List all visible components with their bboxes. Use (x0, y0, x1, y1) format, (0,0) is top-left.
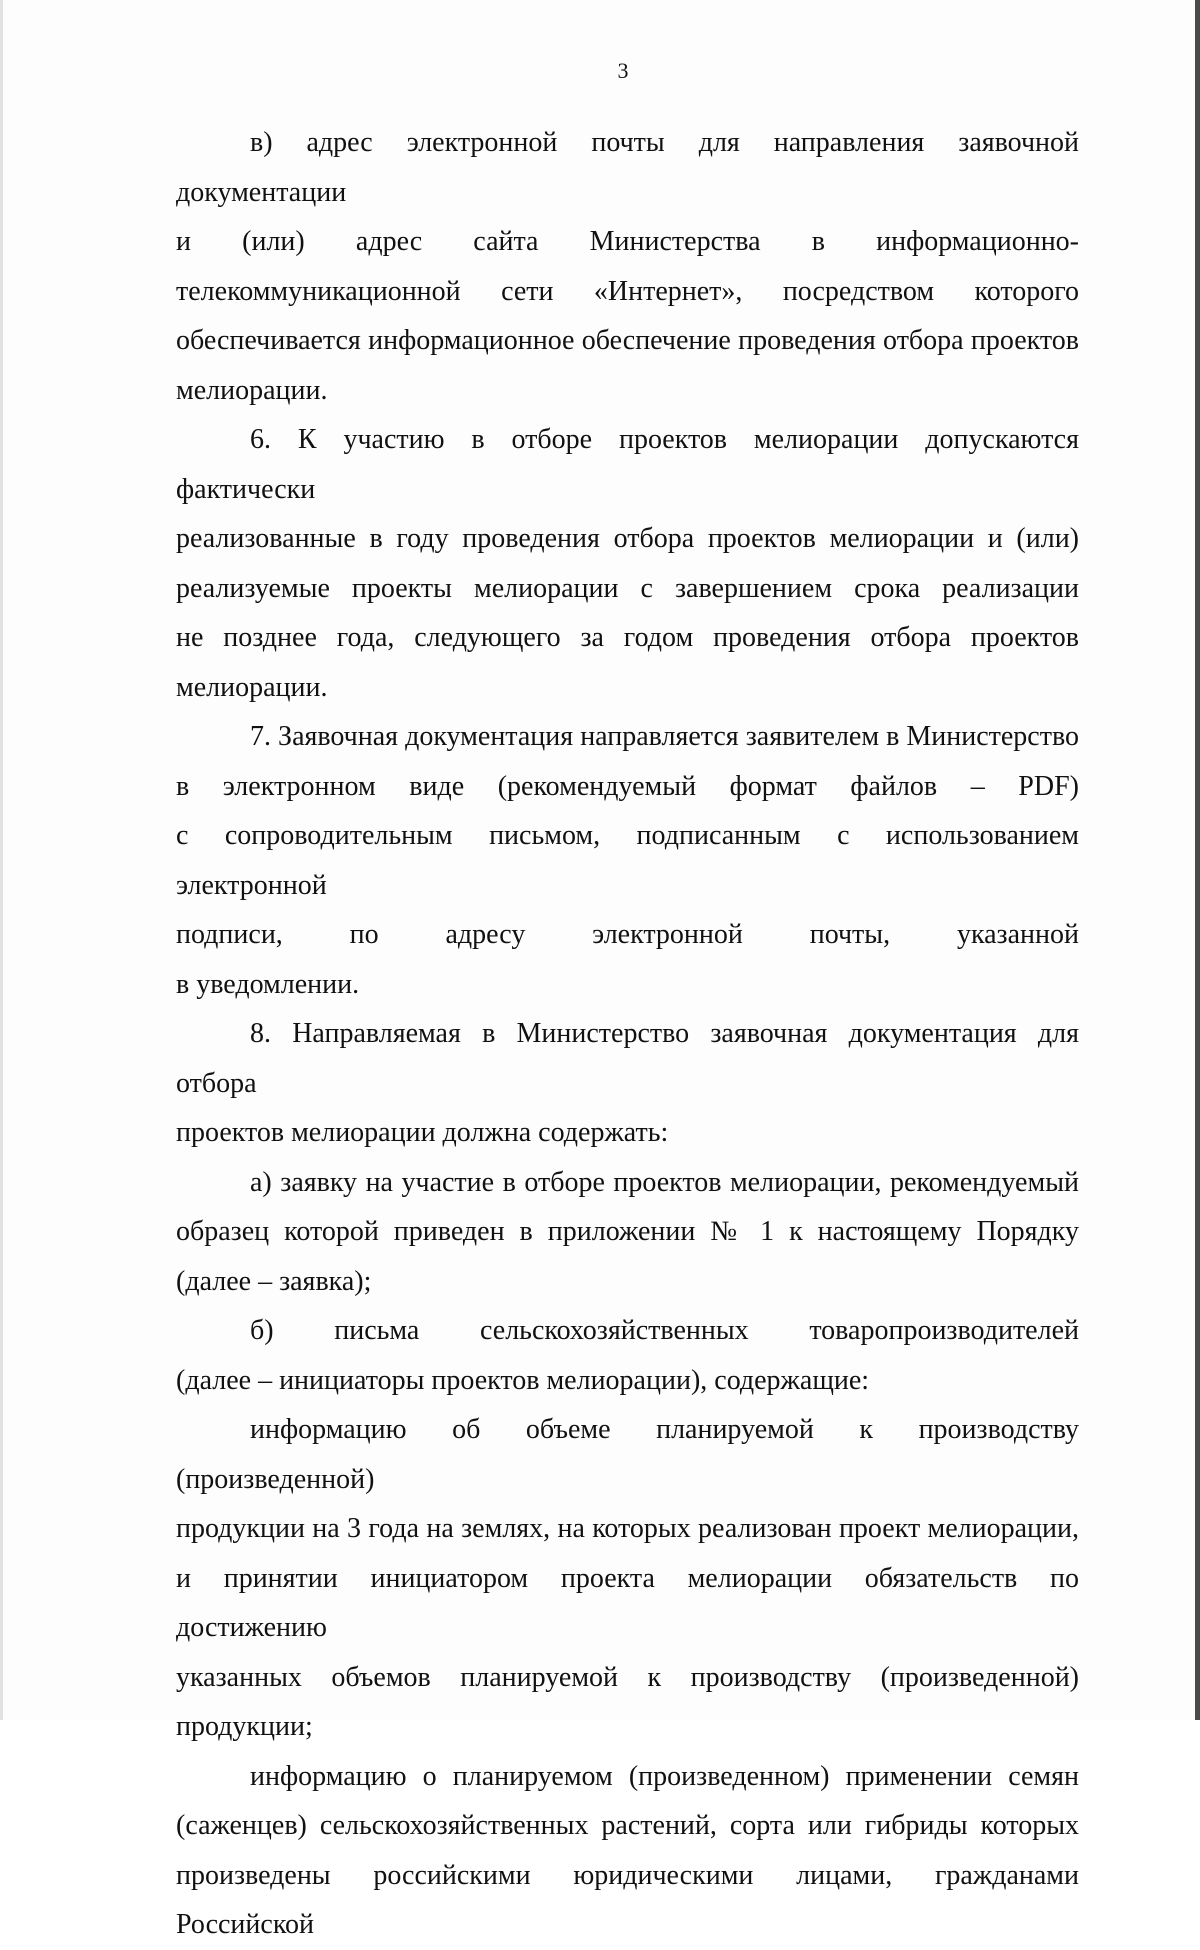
paragraph-line: подписи, по адресу электронной почты, указанной (176, 919, 1079, 950)
paragraph-line: мелиорации. (176, 374, 328, 406)
paragraph-line: проектов мелиорации должна содержать: (176, 1117, 669, 1148)
paragraph-line: (далее – инициаторы проектов мелиорации), содержащие: (176, 1364, 870, 1396)
paragraph-line: и принятии инициатором проекта мелиорации обязательств по достижению (176, 1562, 1079, 1643)
paragraph-line: обеспечивается информационное обеспечение проведения отбора проектов (176, 325, 1079, 356)
paragraph-line: и (или) адрес сайта Министерства в информационно- (176, 226, 1079, 257)
paragraph-line: 8. Направляемая в Министерство заявочная документация для отбора (176, 1018, 1079, 1099)
paragraph-line: реализованные в году проведения отбора проектов мелиорации и (или) (176, 523, 1079, 554)
paragraph-line: с сопроводительным письмом, подписанным с использованием электронной (176, 820, 1079, 901)
paragraph-line: а) заявку на участие в отборе проектов мелиорации, рекомендуемый (250, 1166, 1079, 1198)
paragraph-line: информацию об объеме планируемой к производству (произведенной) (176, 1414, 1079, 1495)
paragraph-line: в электронном виде (рекомендуемый формат файлов – PDF) (176, 770, 1079, 802)
paragraph-line: в уведомлении. (176, 968, 360, 1000)
paragraph-line: (далее – заявка); (176, 1265, 372, 1297)
paragraph-line: б) письма сельскохозяйственных товаропроизводителей (250, 1315, 1079, 1346)
paragraph-line: не позднее года, следующего за годом проведения отбора проектов (176, 622, 1079, 653)
paragraph-line: 6. К участию в отборе проектов мелиорации допускаются фактически (176, 424, 1079, 505)
paragraph-line: 7. Заявочная документация направляется заявителем в Министерство (250, 721, 1079, 752)
paragraph-line: продукции на 3 года на землях, на которых реализован проект мелиорации, (176, 1513, 1079, 1544)
page-number: 3 (617, 58, 629, 83)
document-body (176, 118, 1079, 1950)
paragraph-line: произведены российскими юридическими лицами, гражданами Российской (176, 1859, 1079, 1940)
paragraph-line: продукции; (176, 1711, 313, 1742)
paragraph-line: мелиорации. (176, 671, 328, 703)
paragraph-line: телекоммуникационной сети «Интернет», посредством которого (176, 275, 1079, 307)
paragraph-line: образец которой приведен в приложении № 1 к настоящему Порядку (176, 1216, 1079, 1247)
paragraph-line: указанных объемов планируемой к производству (произведенной) (176, 1661, 1079, 1693)
paragraph-line: информацию о планируемом (произведенном) применении семян (250, 1760, 1079, 1792)
paragraph-line: в) адрес электронной почты для направления заявочной документации (176, 127, 1079, 208)
paragraph-line: реализуемые проекты мелиорации с завершением срока реализации (176, 572, 1079, 604)
paragraph-line: (саженцев) сельскохозяйственных растений, сорта или гибриды которых (176, 1810, 1079, 1841)
